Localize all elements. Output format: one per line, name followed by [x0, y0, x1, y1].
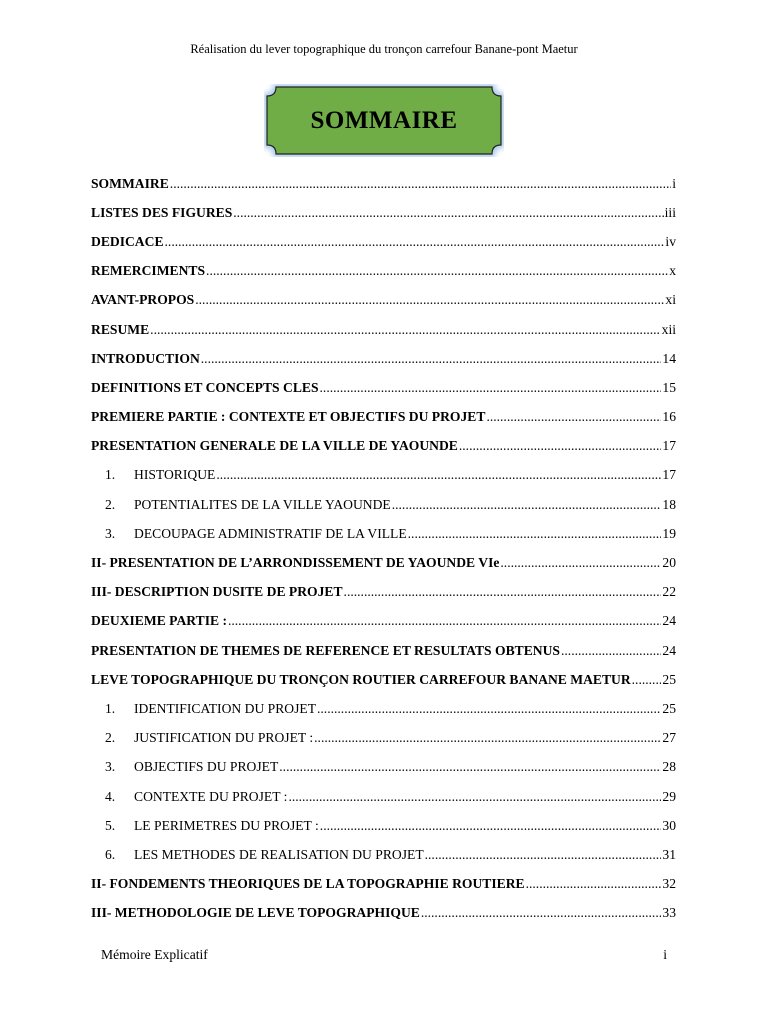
toc-dot-leader [320, 380, 662, 396]
toc-entry-page: 27 [662, 730, 676, 746]
toc-title: SOMMAIRE [310, 107, 458, 134]
toc-entry-label: LE PERIMETRES DU PROJET : [134, 817, 319, 833]
toc-entry-number: 1. [105, 467, 116, 483]
title-badge [264, 84, 504, 157]
toc-entry-page: 25 [662, 671, 676, 687]
toc-entry-number: 2. [105, 496, 116, 512]
toc-entry-label: INTRODUCTION [91, 350, 200, 366]
toc-entry[interactable] [91, 315, 676, 344]
toc-dot-leader [486, 409, 661, 425]
toc-entry-label: II- FONDEMENTS THEORIQUES DE LA TOPOGRAPHIE ROUTIERE [91, 876, 525, 892]
toc-entry-page: 24 [662, 613, 676, 629]
toc-entry[interactable] [91, 607, 676, 636]
toc-entry-label: SOMMAIRE [91, 175, 169, 191]
toc-subentry[interactable] [91, 782, 676, 811]
toc-entry-page: 24 [662, 642, 676, 658]
toc-entry[interactable] [91, 169, 676, 198]
toc-entry[interactable] [91, 344, 676, 373]
toc-entry[interactable] [91, 899, 676, 928]
toc-entry[interactable] [91, 227, 676, 256]
toc-subentry[interactable] [91, 490, 676, 519]
toc-entry-page: 29 [662, 788, 676, 804]
toc-entry-label: AVANT-PROPOS [91, 292, 195, 308]
toc-dot-leader [233, 205, 663, 221]
toc-entry-page: x [669, 263, 676, 279]
toc-entry-label: CONTEXTE DU PROJET : [134, 788, 288, 804]
toc-dot-leader [408, 526, 662, 542]
footer-page-number: i [663, 947, 667, 962]
toc-subentry[interactable] [91, 753, 676, 782]
toc-entry-label: REMERCIMENTS [91, 263, 206, 279]
toc-entry-label: OBJECTIFS DU PROJET [134, 759, 279, 775]
toc-entry-page: iii [664, 204, 676, 220]
toc-dot-leader [170, 176, 671, 192]
toc-entry-page: 25 [662, 700, 676, 716]
toc-entry-page: 17 [662, 438, 676, 454]
toc-entry-label: POTENTIALITES DE LA VILLE YAOUNDE [134, 496, 391, 512]
toc-entry-page: 22 [662, 584, 676, 600]
toc-entry[interactable] [91, 665, 676, 694]
toc-dot-leader [201, 351, 662, 367]
toc-entry-page: i [672, 175, 676, 191]
toc-entry-page: 17 [662, 467, 676, 483]
toc-dot-leader [314, 730, 661, 746]
toc-dot-leader [392, 497, 662, 513]
toc-subentry[interactable] [91, 461, 676, 490]
toc-dot-leader [632, 672, 662, 688]
toc-entry[interactable] [91, 548, 676, 577]
toc-dot-leader [195, 292, 664, 308]
toc-dot-leader [561, 643, 661, 659]
toc-entry[interactable] [91, 198, 676, 227]
toc-dot-leader [279, 759, 661, 775]
toc-entry-page: 32 [662, 876, 676, 892]
toc-entry[interactable] [91, 373, 676, 402]
toc-entry-page: 33 [662, 905, 676, 921]
toc-dot-leader [500, 555, 661, 571]
toc-entry[interactable] [91, 286, 676, 315]
toc-entry[interactable] [91, 578, 676, 607]
toc-entry-label: DEUXIEME PARTIE : [91, 613, 227, 629]
toc-entry-label: DECOUPAGE ADMINISTRATIF DE LA VILLE [134, 525, 407, 541]
toc-entry-label: LISTES DES FIGURES [91, 204, 233, 220]
toc-dot-leader [165, 234, 665, 250]
toc-entry-page: 20 [662, 555, 676, 571]
toc-subentry[interactable] [91, 811, 676, 840]
footer-document-type: Mémoire Explicatif [101, 947, 208, 962]
toc-entry-label: III- METHODOLOGIE DE LEVE TOPOGRAPHIQUE [91, 905, 420, 921]
toc-entry-label: DEDICACE [91, 233, 164, 249]
toc-entry-number: 3. [105, 525, 116, 541]
toc-entry-page: 15 [662, 379, 676, 395]
toc-subentry[interactable] [91, 840, 676, 869]
running-header: Réalisation du lever topographique du tronçon carrefour Banane-pont Maetur [190, 42, 578, 56]
toc-entry[interactable] [91, 403, 676, 432]
toc-dot-leader [459, 438, 662, 454]
toc-entry[interactable] [91, 636, 676, 665]
toc-dot-leader [317, 701, 661, 717]
toc-entry-label: PRESENTATION DE THEMES DE REFERENCE ET RESULTATS OBTENUS [91, 642, 560, 658]
toc-entry-number: 3. [105, 759, 116, 775]
toc-entry-label: RESUME [91, 321, 150, 337]
toc-entry-page: 14 [662, 350, 676, 366]
toc-dot-leader [288, 789, 661, 805]
page-footer [101, 947, 667, 963]
table-of-contents [91, 169, 676, 928]
toc-dot-leader [526, 876, 662, 892]
toc-dot-leader [150, 322, 660, 338]
toc-entry-label: HISTORIQUE [134, 467, 216, 483]
toc-entry-page: 18 [662, 496, 676, 512]
toc-entry-label: JUSTIFICATION DU PROJET : [134, 730, 314, 746]
toc-dot-leader [216, 467, 661, 483]
toc-entry-number: 6. [105, 846, 116, 862]
toc-entry-label: IDENTIFICATION DU PROJET [134, 700, 316, 716]
toc-entry-label: PREMIERE PARTIE : CONTEXTE ET OBJECTIFS DU PROJET [91, 409, 486, 425]
toc-entry-label: LEVE TOPOGRAPHIQUE DU TRONÇON ROUTIER CARREFOUR BANANE MAETUR [91, 671, 631, 687]
toc-entry[interactable] [91, 257, 676, 286]
toc-subentry[interactable] [91, 519, 676, 548]
toc-entry-page: 30 [662, 817, 676, 833]
toc-subentry[interactable] [91, 724, 676, 753]
toc-entry-number: 4. [105, 788, 116, 804]
toc-dot-leader [344, 584, 662, 600]
toc-entry[interactable] [91, 432, 676, 461]
toc-dot-leader [320, 818, 662, 834]
toc-entry[interactable] [91, 870, 676, 899]
toc-entry-number: 5. [105, 817, 116, 833]
toc-dot-leader [206, 263, 668, 279]
toc-entry-page: xii [661, 321, 676, 337]
toc-entry-page: 16 [662, 409, 676, 425]
toc-entry-label: III- DESCRIPTION DUSITE DE PROJET [91, 584, 343, 600]
toc-entry-label: PRESENTATION GENERALE DE LA VILLE DE YAOUNDE [91, 438, 458, 454]
toc-entry-number: 2. [105, 730, 116, 746]
toc-entry-page: 28 [662, 759, 676, 775]
toc-dot-leader [228, 613, 661, 629]
toc-subentry[interactable] [91, 694, 676, 723]
toc-entry-number: 1. [105, 700, 116, 716]
toc-entry-page: 19 [662, 525, 676, 541]
toc-dot-leader [421, 905, 662, 921]
toc-dot-leader [425, 847, 662, 863]
toc-entry-page: iv [665, 233, 676, 249]
toc-entry-page: xi [665, 292, 676, 308]
toc-entry-label: II- PRESENTATION DE L’ARRONDISSEMENT DE YAOUNDE VIe [91, 555, 500, 571]
toc-entry-label: LES METHODES DE REALISATION DU PROJET [134, 846, 424, 862]
toc-entry-page: 31 [662, 846, 676, 862]
toc-entry-label: DEFINITIONS ET CONCEPTS CLES [91, 379, 319, 395]
